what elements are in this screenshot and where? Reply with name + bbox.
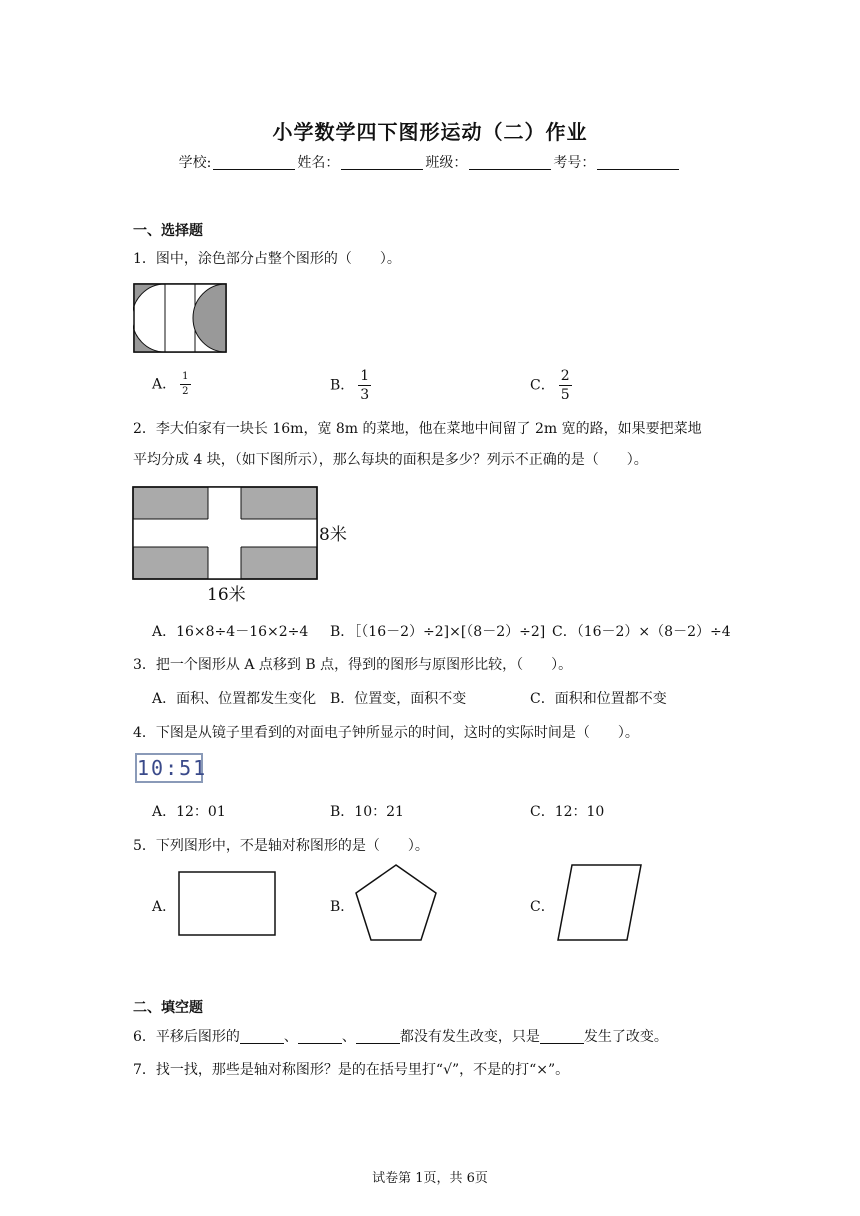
q1-option-b-label: B．: [330, 377, 355, 394]
q6-blank-1[interactable]: [240, 1029, 284, 1044]
q4-option-a[interactable]: A．12：01: [152, 804, 226, 820]
q6-part1: 6．平移后图形的: [133, 1029, 240, 1045]
q5-option-c[interactable]: C．: [530, 899, 555, 915]
page-footer: 试卷第 1页，共 6页: [372, 1171, 488, 1186]
q3-option-b[interactable]: B．位置变，面积不变: [330, 691, 467, 707]
q1-option-c-label: C．: [530, 377, 555, 394]
name-label: 姓名：: [297, 155, 340, 171]
question-3-text: 3．把一个图形从 A 点移到 B 点，得到的图形与原图形比较，（ ）。: [133, 657, 573, 673]
q3-option-a[interactable]: A．面积、位置都发生变化: [152, 691, 317, 707]
q6-separator-2: 、: [341, 1029, 356, 1045]
class-blank[interactable]: [469, 155, 551, 170]
school-blank[interactable]: [213, 155, 295, 170]
q1-option-a-fraction: [180, 372, 190, 397]
page-title: 小学数学四下图形运动（二）作业: [272, 120, 588, 144]
q6-blank-2[interactable]: [298, 1029, 342, 1044]
exam-no-blank[interactable]: [597, 155, 679, 170]
section-heading-choice: 一、选择题: [133, 223, 203, 239]
q6-blank-4[interactable]: [540, 1029, 584, 1044]
school-label: 学校:: [178, 155, 212, 171]
question-4-text: 4．下图是从镜子里看到的对面电子钟所显示的时间，这时的实际时间是（ ）。: [133, 725, 639, 741]
q4-option-c[interactable]: C．12：10: [530, 804, 605, 820]
q6-part2: 都没有发生改变，只是: [399, 1029, 540, 1045]
denominator: 5: [560, 387, 570, 403]
q2-option-c[interactable]: C．（16－2）×（8－2）÷4: [552, 624, 731, 640]
question-1-text: 1．图中，涂色部分占整个图形的（ ）。: [133, 251, 401, 267]
q1-option-a[interactable]: [152, 372, 191, 397]
q2-field-figure: [132, 486, 318, 582]
q6-blank-3[interactable]: [356, 1029, 400, 1044]
q3-option-c[interactable]: C．面积和位置都不变: [530, 691, 667, 707]
q1-figure: [133, 283, 227, 353]
numerator: 1: [360, 368, 370, 384]
class-label: 班级：: [425, 155, 468, 171]
q5-option-a[interactable]: A．: [152, 899, 177, 915]
q5-option-b[interactable]: B．: [330, 899, 355, 915]
name-blank[interactable]: [341, 155, 423, 170]
question-7-text: 7．找一找，那些是轴对称图形？是的在括号里打“√”，不是的打“×”。: [133, 1062, 570, 1078]
q5-pentagon-shape: [353, 863, 439, 943]
q1-option-b[interactable]: [330, 369, 371, 402]
denominator: 2: [182, 386, 189, 397]
q2-height-label: 8米: [319, 525, 347, 545]
q1-option-a-label: A．: [152, 376, 177, 393]
question-6: [133, 1026, 668, 1046]
q1-option-c[interactable]: [530, 369, 572, 402]
q2-option-a[interactable]: A．16×8÷4－16×2÷4: [152, 624, 309, 640]
q2-length-label: 16米: [207, 585, 246, 605]
question-5-text: 5．下列图形中，不是轴对称图形的是（ ）。: [133, 838, 429, 854]
question-2-text-line1: 2．李大伯家有一块长 16m，宽 8m 的菜地，他在菜地中间留了 2m 宽的路，如果要把菜地: [133, 421, 702, 437]
denominator: 3: [360, 387, 370, 403]
question-2-text-line2: 平均分成 4 块，（如下图所示），那么每块的面积是多少？列示不正确的是（ ）。: [133, 452, 648, 468]
q1-option-c-fraction: [559, 369, 572, 402]
student-info-line: [0, 152, 860, 172]
q6-separator-1: 、: [283, 1029, 298, 1045]
q5-parallelogram-shape: [556, 863, 644, 943]
section-heading-fill: 二、填空题: [133, 1000, 203, 1016]
numerator: 1: [180, 372, 190, 385]
mirrored-clock-display: 10:51: [135, 753, 203, 783]
q2-option-b[interactable]: B．［（16－2）÷2]×[（8－2）÷2]: [330, 624, 546, 640]
q1-option-b-fraction: [358, 369, 371, 402]
numerator: 2: [560, 368, 570, 384]
q4-option-b[interactable]: B．10：21: [330, 804, 404, 820]
exam-no-label: 考号：: [553, 155, 596, 171]
q5-rectangle-shape: [178, 871, 277, 937]
q6-part3: 发生了改变。: [583, 1029, 668, 1045]
